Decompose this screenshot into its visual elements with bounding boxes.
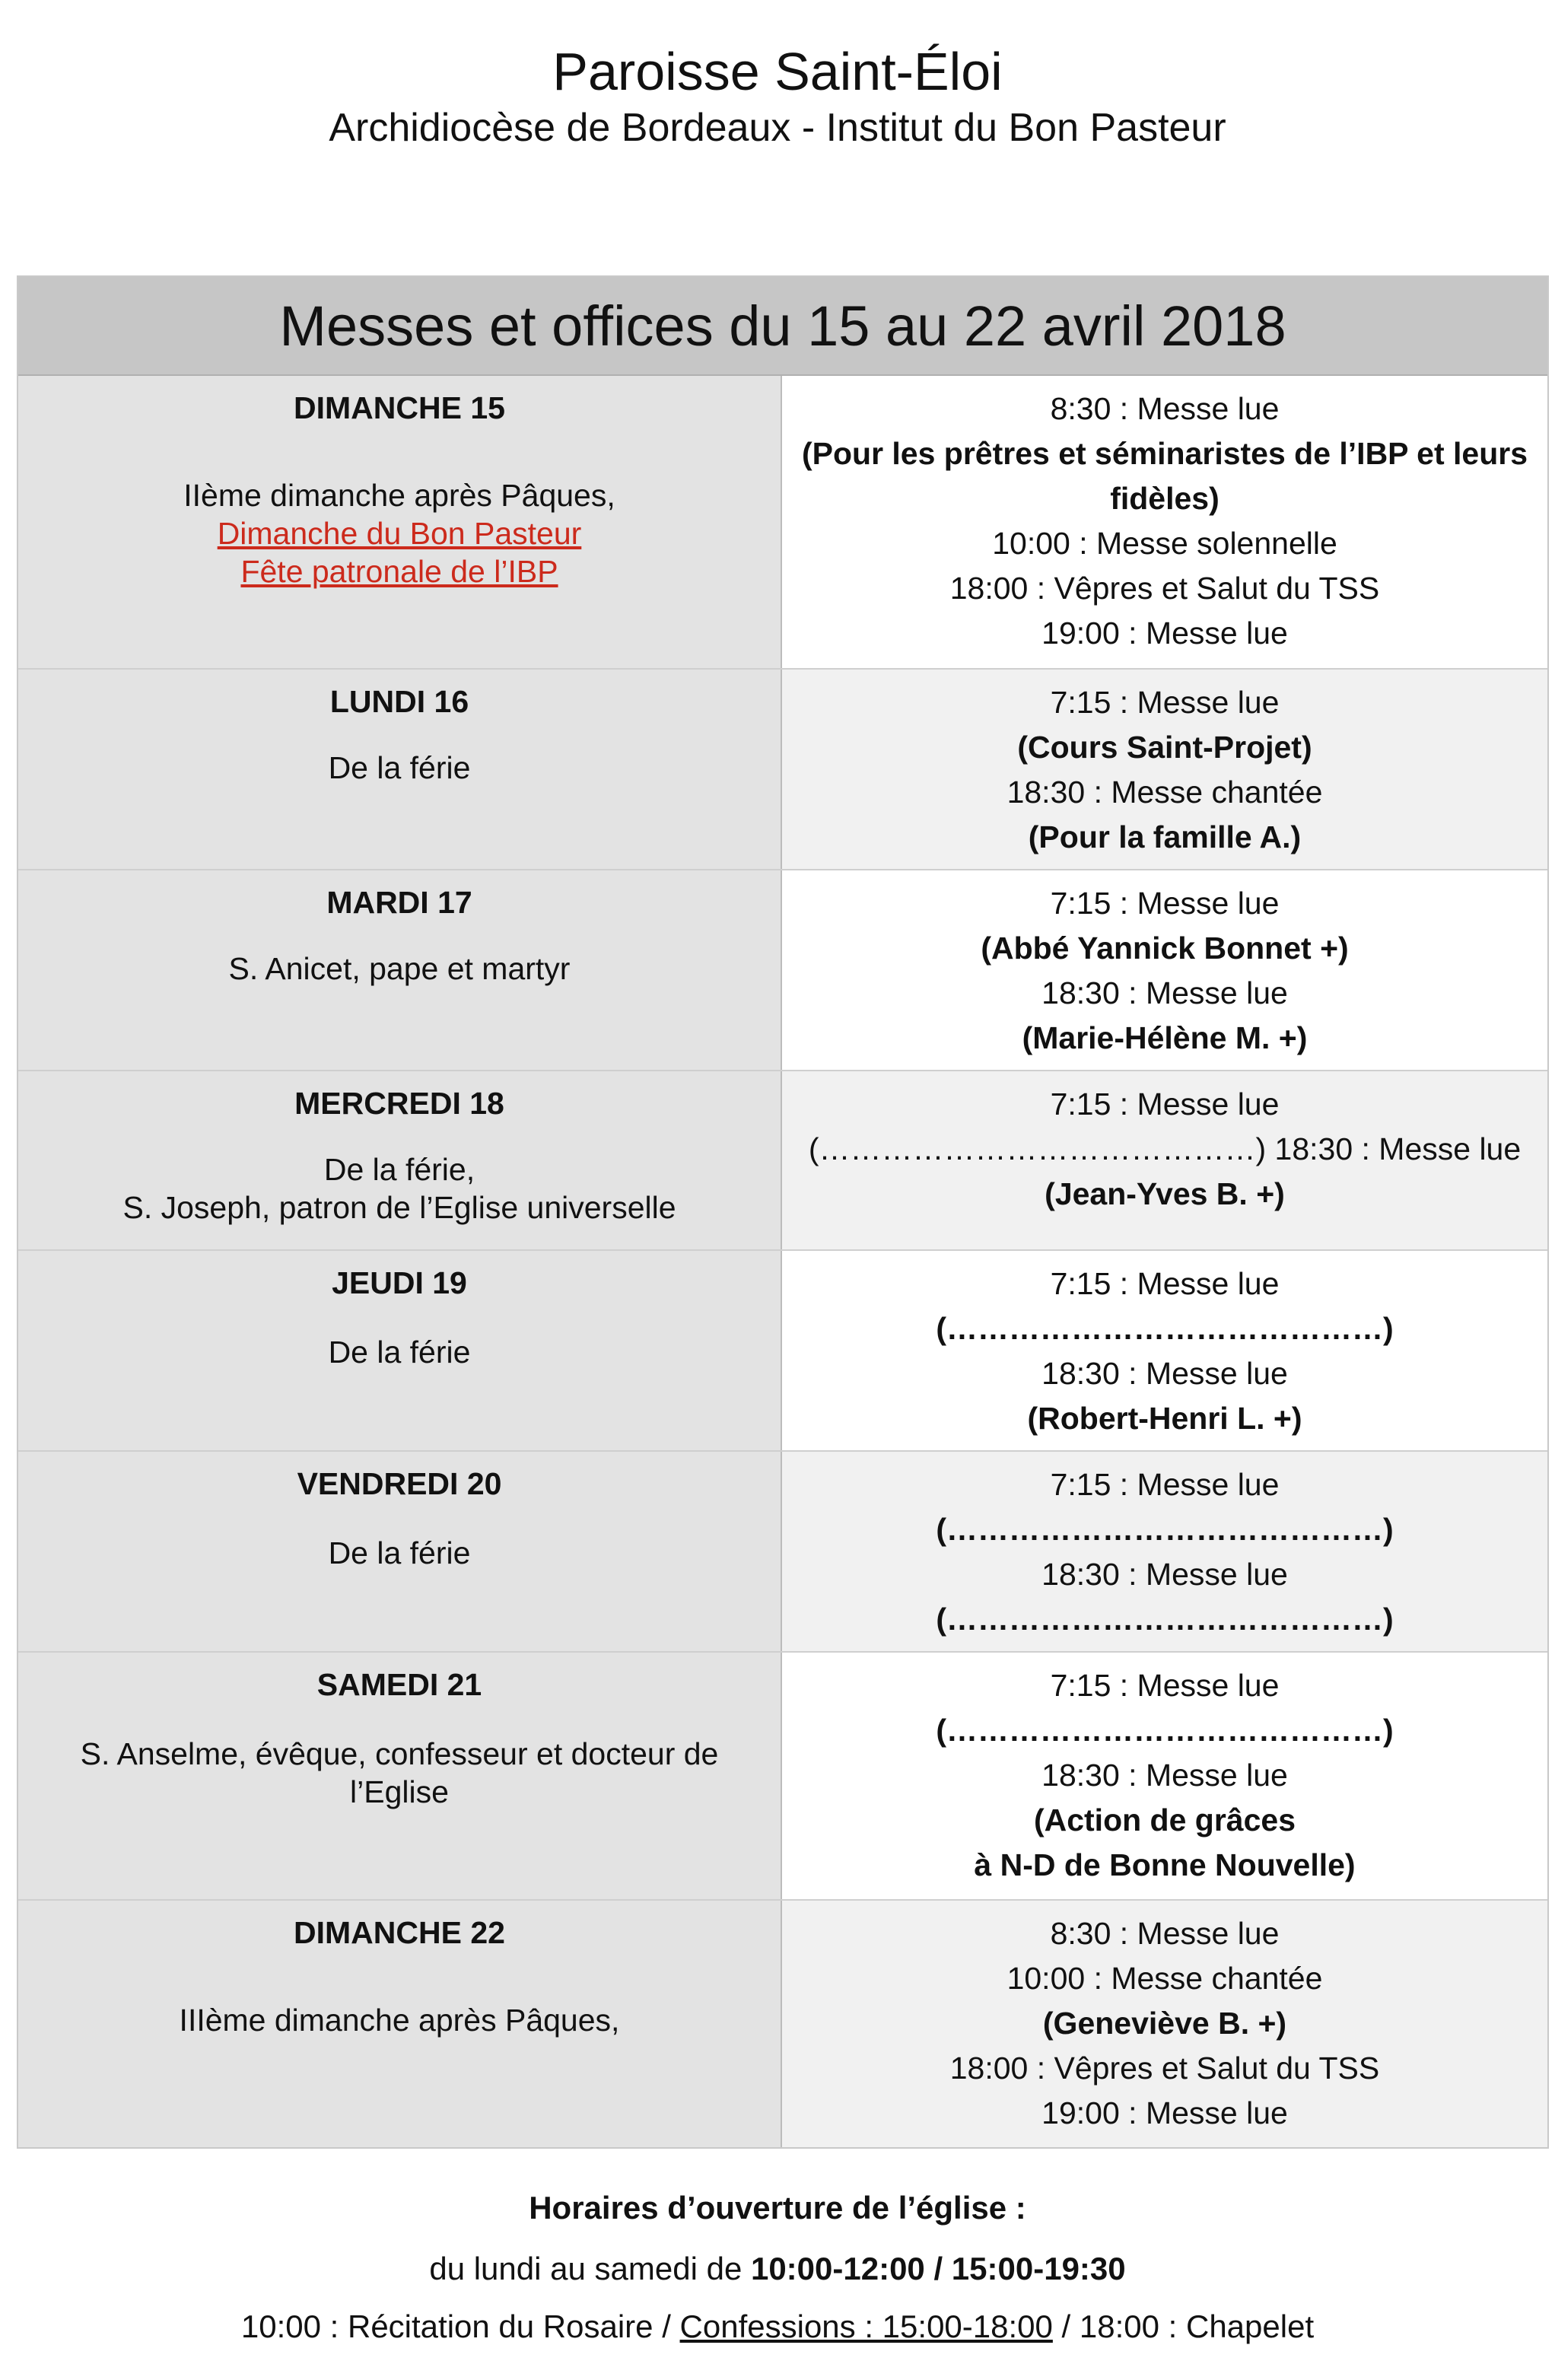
mass-times-cell bbox=[782, 376, 1547, 668]
mass-time: 7:15 : Messe lue bbox=[1050, 1266, 1280, 1301]
mass-time: 7:15 : Messe lue bbox=[1050, 1668, 1280, 1703]
mass-time: 7:15 : Messe lue bbox=[1050, 886, 1280, 921]
parish-name: Paroisse Saint-Éloi bbox=[552, 42, 1003, 101]
mass-intention: (Geneviève B. +) bbox=[1042, 2006, 1287, 2041]
opening-hours-times: 10:00-12:00 / 15:00-19:30 bbox=[750, 2251, 1126, 2286]
mass-times-cell bbox=[782, 1653, 1547, 1899]
mass-intention: (Robert-Henri L. +) bbox=[1027, 1401, 1302, 1436]
day-cell bbox=[18, 1251, 782, 1450]
mass-intention: (Pour les prêtres et séminaristes de l’IBP et leurs fidèles) bbox=[801, 436, 1528, 516]
feast-description bbox=[18, 2001, 781, 2039]
mass-intention: (Action de grâces bbox=[1033, 1803, 1296, 1838]
day-cell bbox=[18, 1452, 782, 1651]
mass-times-cell bbox=[782, 670, 1547, 869]
day-name: DIMANCHE 22 bbox=[294, 1915, 505, 1950]
mass-time: 18:00 : Vêpres et Salut du TSS bbox=[949, 2051, 1380, 2086]
schedule-title: Messes et offices du 15 au 22 avril 2018 bbox=[18, 277, 1547, 376]
mass-time: (……………………………………) 18:30 : Messe lue bbox=[808, 1131, 1522, 1166]
mass-intention: (……………………………………) bbox=[936, 1713, 1394, 1748]
opening-hours-prefix: du lundi au samedi de bbox=[429, 2251, 751, 2286]
mass-intention: (Cours Saint-Projet) bbox=[1017, 730, 1312, 765]
mass-time: 7:15 : Messe lue bbox=[1050, 1467, 1280, 1502]
feast-line: l’Eglise bbox=[350, 1774, 449, 1809]
mass-intention: (Abbé Yannick Bonnet +) bbox=[981, 931, 1349, 966]
day-cell bbox=[18, 1901, 782, 2147]
rosary-text: 10:00 : Récitation du Rosaire / bbox=[240, 2308, 680, 2344]
chapelet-text: / 18:00 : Chapelet bbox=[1052, 2308, 1315, 2344]
feast-description bbox=[18, 1534, 781, 1572]
feast-description bbox=[18, 476, 781, 590]
day-row bbox=[18, 1450, 1547, 1651]
day-name: MERCREDI 18 bbox=[294, 1086, 504, 1121]
feast-line: IIIème dimanche après Pâques, bbox=[179, 2003, 620, 2038]
feast-description bbox=[18, 950, 781, 988]
day-row bbox=[18, 376, 1547, 668]
mass-time: 10:00 : Messe chantée bbox=[1006, 1961, 1323, 1996]
day-row bbox=[18, 869, 1547, 1070]
mass-intention: à N-D de Bonne Nouvelle) bbox=[974, 1847, 1356, 1882]
mass-time: 18:30 : Messe lue bbox=[1041, 975, 1288, 1010]
mass-intention: (Marie-Hélène M. +) bbox=[1022, 1020, 1308, 1055]
mass-time: 18:30 : Messe chantée bbox=[1006, 775, 1323, 810]
feast-description bbox=[18, 749, 781, 787]
mass-time: 7:15 : Messe lue bbox=[1050, 1087, 1280, 1122]
day-cell bbox=[18, 1071, 782, 1249]
header bbox=[0, 40, 1555, 152]
day-name: DIMANCHE 15 bbox=[294, 390, 505, 425]
schedule-table bbox=[17, 275, 1549, 2149]
day-cell bbox=[18, 376, 782, 668]
mass-time: 19:00 : Messe lue bbox=[1041, 616, 1288, 651]
day-row bbox=[18, 1249, 1547, 1450]
feast-description bbox=[18, 1150, 781, 1227]
day-row bbox=[18, 668, 1547, 869]
mass-intention: (Jean-Yves B. +) bbox=[1045, 1176, 1285, 1211]
mass-time: 8:30 : Messe lue bbox=[1050, 1916, 1280, 1951]
mass-time: 18:30 : Messe lue bbox=[1041, 1557, 1288, 1592]
mass-intention: (……………………………………) bbox=[936, 1311, 1394, 1346]
mass-times-cell bbox=[782, 1071, 1547, 1249]
mass-intention: (Pour la famille A.) bbox=[1028, 819, 1302, 854]
feast-description bbox=[18, 1333, 781, 1371]
mass-times-cell bbox=[782, 1452, 1547, 1651]
mass-intention: (……………………………………) bbox=[936, 1602, 1394, 1637]
day-row bbox=[18, 1651, 1547, 1899]
day-row bbox=[18, 1070, 1547, 1249]
mass-time: 7:15 : Messe lue bbox=[1050, 685, 1280, 720]
mass-times-cell bbox=[782, 870, 1547, 1070]
feast-line: S. Joseph, patron de l’Eglise universelle bbox=[122, 1190, 676, 1225]
mass-time: 18:30 : Messe lue bbox=[1041, 1356, 1288, 1391]
feast-line: De la férie, bbox=[323, 1152, 475, 1187]
feast-line: De la férie bbox=[328, 1535, 471, 1570]
feast-line: S. Anicet, pape et martyr bbox=[228, 951, 571, 986]
feast-highlight: Dimanche du Bon Pasteur bbox=[217, 516, 582, 551]
day-row bbox=[18, 1899, 1547, 2147]
day-name: LUNDI 16 bbox=[329, 684, 469, 719]
mass-time: 18:30 : Messe lue bbox=[1041, 1758, 1288, 1793]
day-name: VENDREDI 20 bbox=[297, 1466, 502, 1501]
mass-time: 10:00 : Messe solennelle bbox=[992, 526, 1337, 561]
day-cell bbox=[18, 670, 782, 869]
mass-times-cell bbox=[782, 1901, 1547, 2147]
day-cell bbox=[18, 1653, 782, 1899]
feast-line: De la férie bbox=[328, 1335, 471, 1370]
mass-intention: (……………………………………) bbox=[936, 1512, 1394, 1547]
feast-line: De la férie bbox=[328, 750, 471, 785]
feast-highlight: Fête patronale de l’IBP bbox=[240, 554, 558, 589]
schedule-rows bbox=[18, 376, 1547, 2147]
day-name: SAMEDI 21 bbox=[316, 1667, 482, 1702]
day-name: MARDI 17 bbox=[326, 885, 472, 920]
mass-time: 18:00 : Vêpres et Salut du TSS bbox=[949, 571, 1380, 606]
mass-times-cell bbox=[782, 1251, 1547, 1450]
diocese-name: Archidiocèse de Bordeaux - Institut du Bon Pasteur bbox=[329, 106, 1226, 150]
mass-time: 8:30 : Messe lue bbox=[1050, 391, 1280, 426]
opening-hours bbox=[0, 2185, 1555, 2350]
day-name: JEUDI 19 bbox=[332, 1265, 467, 1300]
feast-line: S. Anselme, évêque, confesseur et docteur de bbox=[80, 1736, 719, 1771]
opening-hours-line bbox=[0, 2246, 1555, 2292]
feast-line: IIème dimanche après Pâques, bbox=[183, 478, 615, 513]
mass-time: 19:00 : Messe lue bbox=[1041, 2095, 1288, 2130]
opening-hours-title: Horaires d’ouverture de l’église : bbox=[529, 2190, 1026, 2226]
confessions-text: Confessions : 15:00-18:00 bbox=[679, 2308, 1053, 2344]
offices-line bbox=[0, 2304, 1555, 2350]
feast-description bbox=[18, 1735, 781, 1811]
day-cell bbox=[18, 870, 782, 1070]
